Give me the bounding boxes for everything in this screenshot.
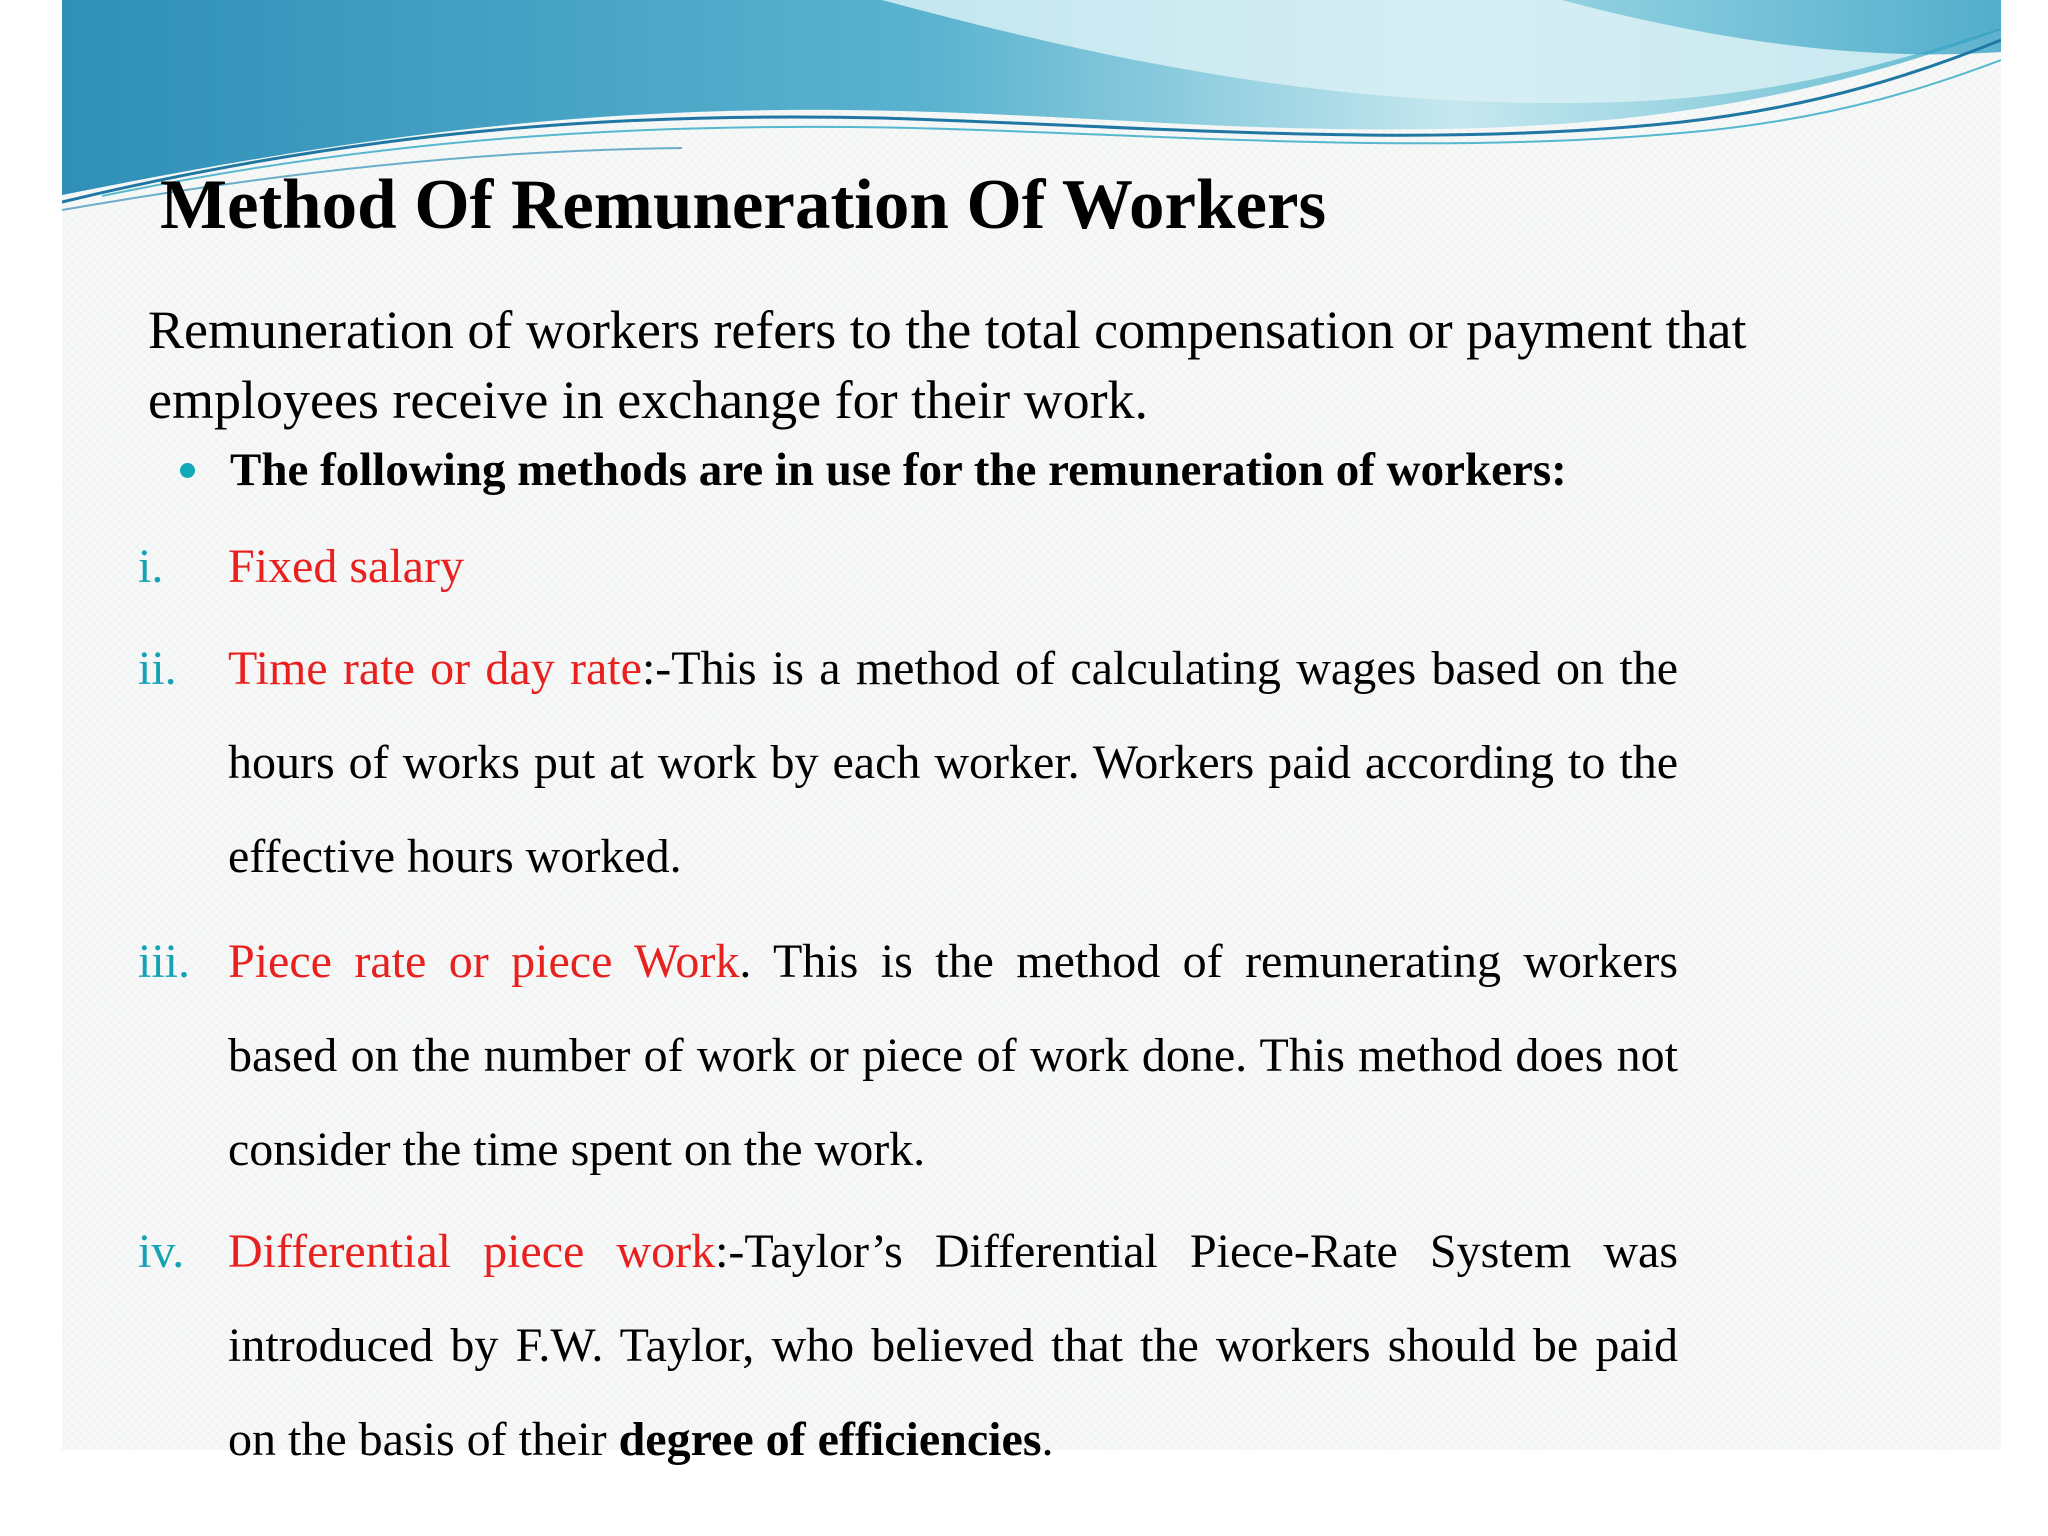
bullet-dot-icon (180, 463, 195, 478)
list-item-text: :-This is a method of calculating wages based on the hours of works put at work by each worker. Workers paid according to the effective hours worked. (228, 642, 1678, 883)
list-number: iv. (138, 1225, 185, 1278)
list-item-tail: . (1041, 1413, 1054, 1466)
list-item-text: . This is the method of remunerating workers based on the number of work or piece of work done. This method does not consider the time spent on the work. (228, 935, 1679, 1176)
lead-text: The following methods are in use for the remuneration of workers: (230, 444, 1567, 496)
list-item-term: Piece rate or piece Work (228, 935, 740, 988)
intro-paragraph: Remuneration of workers refers to the total compensation or payment that employees receive in exchange for their work. (148, 300, 1747, 430)
list-item-body (228, 1205, 1678, 1487)
list-item-body (228, 520, 1678, 614)
list-item-emphasis: degree of efficiencies (618, 1413, 1042, 1466)
list-item-body (228, 915, 1678, 1197)
list-number: iii. (138, 935, 191, 988)
list-item-body (228, 622, 1678, 904)
list-item-term: Differential piece work (228, 1225, 716, 1278)
page-title: Method Of Remuneration Of Workers (160, 166, 1327, 244)
list-number: i. (138, 540, 164, 593)
list-number: ii. (138, 642, 177, 695)
list-item-term: Time rate or day rate (228, 642, 642, 695)
list-item-term: Fixed salary (228, 540, 464, 593)
list-item-text: :-Taylor’s Differential Piece-Rate System was introduced by F.W. Taylor, who believed that the workers should be paid on the basis of their (228, 1225, 1679, 1466)
